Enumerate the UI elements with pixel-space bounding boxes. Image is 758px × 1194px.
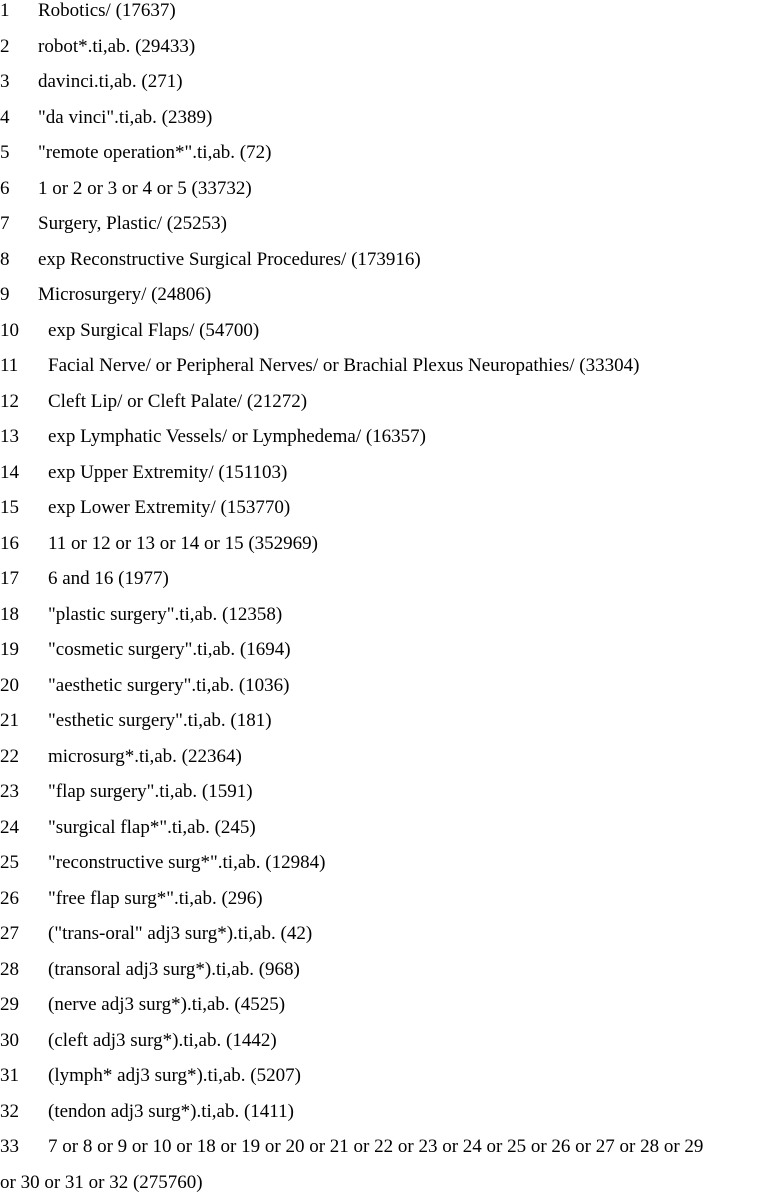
search-query: (lymph* adj3 surg*).ti,ab. (5207)	[48, 1065, 301, 1086]
search-query: (transoral adj3 surg*).ti,ab. (968)	[48, 958, 300, 980]
search-query: (tendon adj3 surg*).ti,ab. (1411)	[48, 1100, 294, 1122]
search-query: ("trans-oral" adj3 surg*).ti,ab. (42)	[48, 923, 313, 944]
line-number: 32	[0, 1100, 19, 1122]
search-query: "plastic surgery".ti,ab. (12358)	[48, 603, 283, 625]
line-number: 31	[0, 1065, 19, 1086]
line-number: 2	[0, 35, 10, 57]
search-query: "aesthetic surgery".ti,ab. (1036)	[48, 674, 290, 696]
line-number: 16	[0, 532, 19, 554]
search-query-continuation: or 30 or 31 or 32 (275760)	[0, 1171, 203, 1193]
line-number: 4	[0, 106, 10, 128]
line-number: 19	[0, 639, 19, 660]
line-number: 5	[0, 142, 10, 163]
line-number: 26	[0, 887, 19, 909]
search-query: exp Upper Extremity/ (151103)	[48, 461, 288, 483]
search-query: Cleft Lip/ or Cleft Palate/ (21272)	[48, 390, 308, 412]
line-number: 7	[0, 213, 10, 234]
line-number: 21	[0, 710, 19, 731]
search-query: "remote operation*".ti,ab. (72)	[38, 142, 272, 163]
line-number: 30	[0, 1029, 19, 1051]
search-query: exp Surgical Flaps/ (54700)	[48, 319, 260, 341]
line-number: 12	[0, 390, 19, 412]
line-number: 17	[0, 568, 19, 589]
search-query: Facial Nerve/ or Peripheral Nerves/ or Brachial Plexus Neuropathies/ (33304)	[48, 355, 640, 376]
search-query: Microsurgery/ (24806)	[38, 284, 212, 305]
search-query: 6 and 16 (1977)	[48, 568, 169, 589]
line-number: 8	[0, 248, 10, 270]
line-number: 1	[0, 0, 10, 21]
search-query: "surgical flap*".ti,ab. (245)	[48, 816, 256, 838]
line-number: 29	[0, 994, 19, 1015]
search-query: 7 or 8 or 9 or 10 or 18 or 19 or 20 or 21 or 22 or 23 or 24 or 25 or 26 or 27 or 28 or 29	[48, 1136, 704, 1157]
line-number: 10	[0, 319, 19, 341]
search-query: exp Lymphatic Vessels/ or Lymphedema/ (16357)	[48, 426, 426, 447]
search-query: "free flap surg*".ti,ab. (296)	[48, 887, 263, 909]
line-number: 24	[0, 816, 19, 838]
line-number: 14	[0, 461, 19, 483]
search-query: 1 or 2 or 3 or 4 or 5 (33732)	[38, 177, 252, 199]
search-query: "esthetic surgery".ti,ab. (181)	[48, 710, 272, 731]
search-query: (cleft adj3 surg*).ti,ab. (1442)	[48, 1029, 277, 1051]
line-number: 9	[0, 284, 10, 305]
line-number: 23	[0, 781, 19, 802]
search-query: "cosmetic surgery".ti,ab. (1694)	[48, 639, 291, 660]
line-number: 20	[0, 674, 19, 696]
search-query: robot*.ti,ab. (29433)	[38, 35, 196, 57]
line-number: 22	[0, 745, 19, 767]
line-number: 33	[0, 1136, 19, 1157]
search-query: (nerve adj3 surg*).ti,ab. (4525)	[48, 994, 286, 1015]
search-query: "da vinci".ti,ab. (2389)	[38, 106, 213, 128]
search-query: 11 or 12 or 13 or 14 or 15 (352969)	[48, 532, 319, 554]
line-number: 11	[0, 355, 19, 376]
search-query: exp Reconstructive Surgical Procedures/ (173916)	[38, 248, 421, 270]
line-number: 15	[0, 497, 19, 518]
line-number: 25	[0, 852, 19, 873]
line-number: 27	[0, 923, 19, 944]
search-query: "reconstructive surg*".ti,ab. (12984)	[48, 852, 326, 873]
search-query: "flap surgery".ti,ab. (1591)	[48, 781, 253, 802]
line-number: 3	[0, 71, 10, 92]
search-query: exp Lower Extremity/ (153770)	[48, 497, 291, 518]
line-number: 13	[0, 426, 19, 447]
line-number: 6	[0, 177, 10, 199]
line-number: 28	[0, 958, 19, 980]
search-query: Robotics/ (17637)	[38, 0, 176, 21]
search-query: microsurg*.ti,ab. (22364)	[48, 745, 242, 767]
search-query: Surgery, Plastic/ (25253)	[38, 213, 227, 234]
search-query: davinci.ti,ab. (271)	[38, 71, 183, 92]
line-number: 18	[0, 603, 19, 625]
